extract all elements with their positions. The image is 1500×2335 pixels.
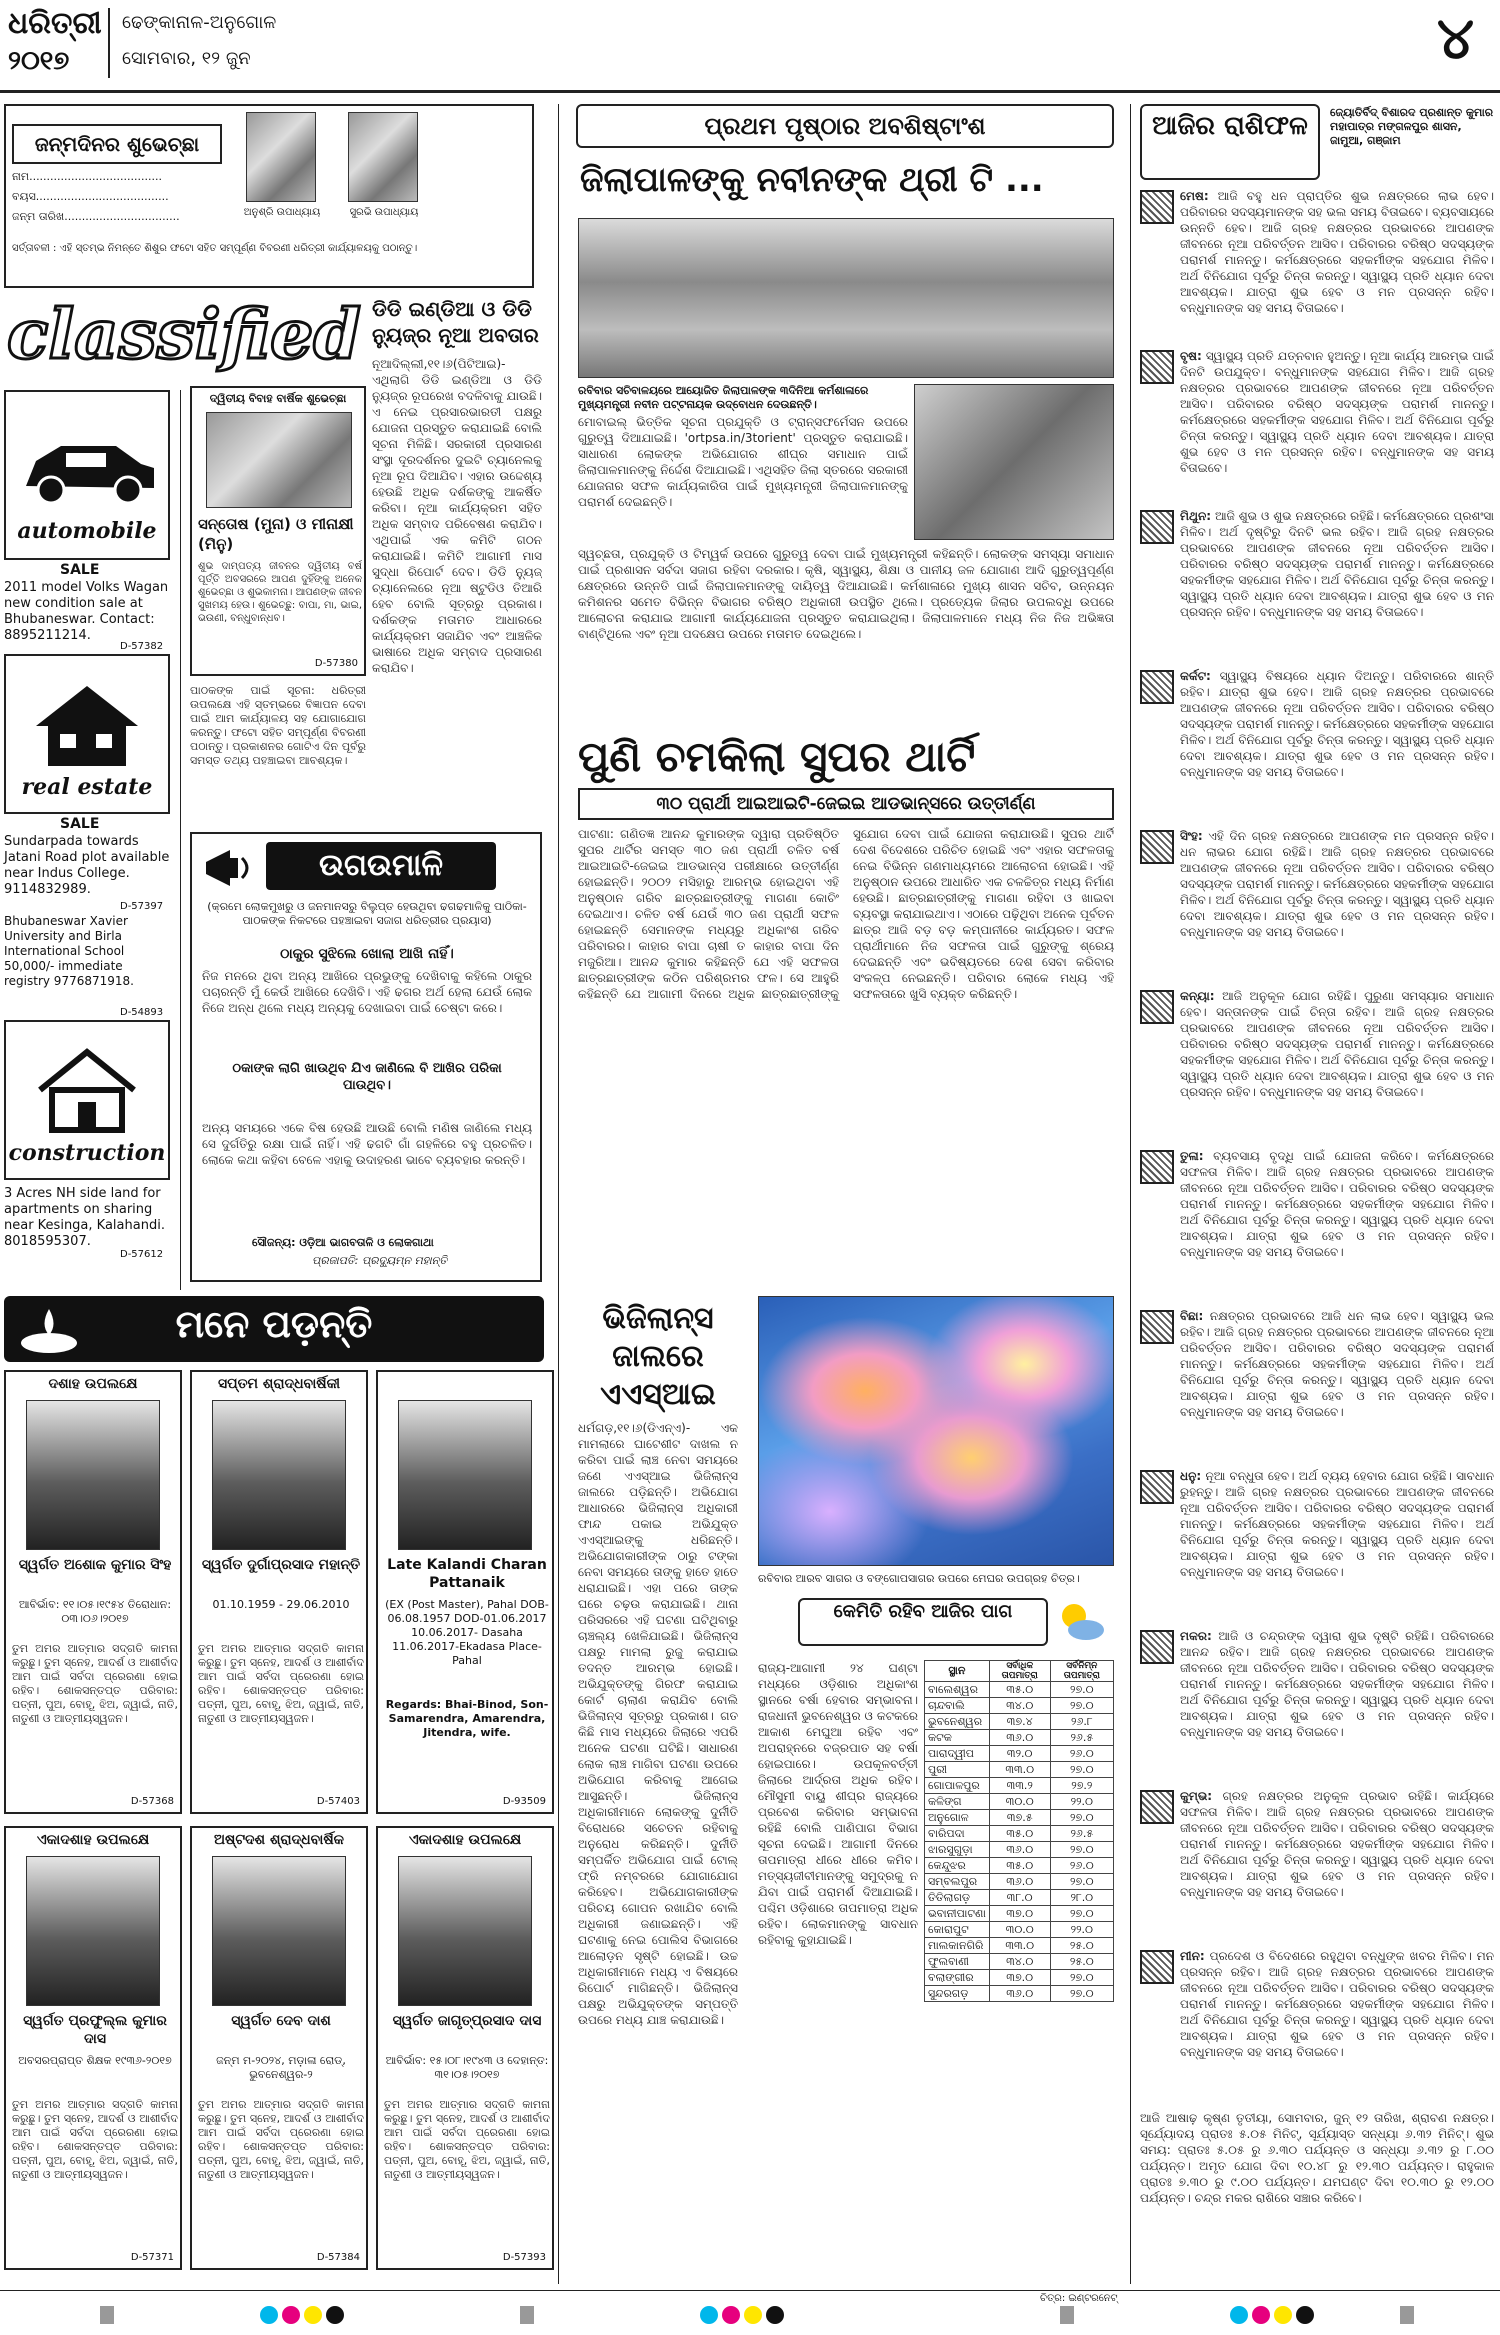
- obituary-tribute: ତୁମ ଅମର ଆତ୍ମାର ସଦ୍‌ଗତି କାମନା କରୁଛୁ। ତୁମ ସ୍ନେହ, ଆଦର୍ଶ ଓ ଆଶୀର୍ବାଦ ଆମ ପାଇଁ ସର୍ବଦା ପ୍ରେରଣା ହୋଇ ରହିବ। ଶୋକସନ୍ତପ୍ତ ପରିବାର: ପତ୍ନୀ, ପୁଅ, ବୋହୂ, ଝିଅ, ଜ୍ୱାଇଁ, ନାତି, ନାତୁଣୀ ଓ ଆତ୍ମୀୟସ୍ୱଜନ।: [12, 1642, 178, 1725]
- obituary-name: ସ୍ୱର୍ଗତ ଦୁର୍ଗାପ୍ରସାଦ ମହାନ୍ତି: [201, 1557, 361, 1573]
- classified-title: [4, 296, 364, 376]
- masthead-year: ୨୦୧୭: [8, 46, 70, 76]
- weather-row: [925, 1858, 1114, 1874]
- zodiac-text-block: ମୀନ: ପ୍ରଦେଶ ଓ ବିଦେଶରେ ରହୁଥିବା ବନ୍ଧୁଙ୍କ ଖବର ମିଳିବ। ମନ ପ୍ରସନ୍ନ ରହିବ। ଆଜି ଗ୍ରହ ନକ୍ଷତ୍ରର ପ୍ରଭାବରେ ଆପଣଙ୍କ ଜୀବନରେ ନୂଆ ପରିବର୍ତ୍ତନ ଆସିବ। ପରିବାରର ବରିଷ୍ଠ ସଦସ୍ୟଙ୍କ ପରାମର୍ଶ ମାନନ୍ତୁ। କର୍ମକ୍ଷେତ୍ରରେ ସହକର୍ମୀଙ୍କ ସହଯୋଗ ମିଳିବ। ଅର୍ଥ ବିନିଯୋଗ ପୂର୍ବରୁ ଚିନ୍ତା କରନ୍ତୁ। ସ୍ୱାସ୍ଥ୍ୟ ପ୍ରତି ଧ୍ୟାନ ଦେବା ଆବଶ୍ୟକ। ଯାତ୍ରା ଶୁଭ ହେବ ଓ ମନ ପ୍ରସନ୍ନ ରହିବ। ବନ୍ଧୁମାନଙ୍କ ସହ ସମୟ ବିତାଇବେ।: [1180, 1949, 1494, 2059]
- ugaumali-box: [190, 832, 542, 1282]
- zodiac-name: ମକର:: [1180, 1629, 1212, 1643]
- obituary-tribute: ତୁମ ଅମର ଆତ୍ମାର ସଦ୍‌ଗତି କାମନା କରୁଛୁ। ତୁମ ସ୍ନେହ, ଆଦର୍ଶ ଓ ଆଶୀର୍ବାଦ ଆମ ପାଇଁ ସର୍ବଦା ପ୍ରେରଣା ହୋଇ ରହିବ। ଶୋକସନ୍ତପ୍ତ ପରିବାର: ପତ୍ନୀ, ପୁଅ, ବୋହୂ, ଝିଅ, ଜ୍ୱାଇଁ, ନାତି, ନାତୁଣୀ ଓ ଆତ୍ମୀୟସ୍ୱଜନ।: [198, 1642, 364, 1725]
- zodiac-entry: [1140, 188, 1494, 342]
- construction-ad-text: 3 Acres NH side land for apartments on sharing near Kesinga, Kalahandi. 8018595307.: [4, 1186, 165, 1249]
- automobile-label: automobile: [17, 518, 157, 544]
- weather-max: ୩୫.୦: [989, 1682, 1050, 1698]
- weather-banner: [758, 1594, 1114, 1650]
- zodiac-name: କନ୍ୟା:: [1180, 989, 1215, 1003]
- zodiac-entry: [1140, 1148, 1494, 1302]
- headline-super30: ପୁଣି ଚମକିଲା ସୁପର ଥାର୍ଟି: [578, 732, 976, 781]
- zodiac-text-block: ବୃଷ: ସ୍ୱାସ୍ଥ୍ୟ ପ୍ରତି ଯତ୍ନବାନ ହୁଅନ୍ତୁ। ନୂଆ କାର୍ଯ୍ୟ ଆରମ୍ଭ ପାଇଁ ଦିନଟି ଉପଯୁକ୍ତ। ବନ୍ଧୁମାନଙ୍କ ସହଯୋଗ ମିଳିବ। ଆଜି ଗ୍ରହ ନକ୍ଷତ୍ରର ପ୍ରଭାବରେ ଆପଣଙ୍କ ଜୀବନରେ ନୂଆ ପରିବର୍ତ୍ତନ ଆସିବ। ପରିବାରର ବରିଷ୍ଠ ସଦସ୍ୟଙ୍କ ପରାମର୍ଶ ମାନନ୍ତୁ। କର୍ମକ୍ଷେତ୍ରରେ ସହକର୍ମୀଙ୍କ ସହଯୋଗ ମିଳିବ। ଅର୍ଥ ବିନିଯୋଗ ପୂର୍ବରୁ ଚିନ୍ତା କରନ୍ତୁ। ସ୍ୱାସ୍ଥ୍ୟ ପ୍ରତି ଧ୍ୟାନ ଦେବା ଆବଶ୍ୟକ। ଯାତ୍ରା ଶୁଭ ହେବ ଓ ମନ ପ୍ରସନ୍ନ ରହିବ। ବନ୍ଧୁମାନଙ୍କ ସହ ସମୟ ବିତାଇବେ।: [1180, 349, 1494, 475]
- satellite-image: [758, 1296, 1114, 1566]
- weather-min: ୨୨.୦: [1050, 1922, 1113, 1938]
- ugaumali-body: ନିଜ ମନରେ ଥିବା ଅନ୍ୟ ଆଖିରେ ପ୍ରଭୁଙ୍କୁ ଦେଖିବାକୁ କହିଲେ ଠାକୁର ପଚାରନ୍ତି ମୁଁ କେଉଁ ଆଖିରେ ଦେଖିବି। ଏହି ଢଗର ଅର୍ଥ ହେଲା ଯେଉଁ ଲୋକ ନିଜେ ଅନ୍ଧ ଥିଲେ ମଧ୍ୟ ଅନ୍ୟକୁ ଦେଖାଇବା ପାଇଁ ଚେଷ୍ଟା କରେ।: [202, 969, 532, 1015]
- ugaumali-subtitle: (କ୍ରମେ ଲୋକମୁଖରୁ ଓ ଜନମାନସରୁ ବିଲୁପ୍ତ ହେଉଥିବା ଢଗଢମାଳିକୁ ପାଠିକା-ପାଠକଙ୍କ ନିକଟରେ ପହଞ୍ଚାଇବା ସଜାଗ ଧରିତ୍ରୀର ପ୍ରୟାସ): [207, 900, 527, 927]
- zodiac-name: କୁମ୍ଭ:: [1180, 1789, 1213, 1803]
- dd-news-text: ନୂଆଦିଲ୍ଲୀ,୧୧।୬(ପିଟିଆଇ)- ଏଥିଲାଗି ଡିଡି ଇଣ୍ଡିଆ ଓ ଡିଡି ନ୍ୟୁଜ୍‌ର ରୂପରେଖ ବଦଳିବାକୁ ଯାଉଛି। ଏ ନେଇ ପ୍ରସାରଭାରତୀ ପକ୍ଷରୁ ଯୋଜନା ପ୍ରସ୍ତୁତ କରାଯାଇଛି ବୋଲି ସୂଚନା ମିଳିଛି।: [372, 357, 542, 451]
- obituary-name: ସ୍ୱର୍ଗତ ପ୍ରଫୁଲ୍ଲ କୁମାର ଦାସ: [23, 2013, 167, 2047]
- child-name: ସୁରଭି ଉପାଧ୍ୟାୟ: [349, 207, 419, 218]
- obituary-dates: ଆବିର୍ଭାବ: ୧୫।୦୮।୧୯୪୩ ଓ ଦେହାନ୍ତ: ୩୧।୦୫।୨୦୧୭: [385, 2054, 549, 2081]
- obituary-name: Late Kalandi Charan Pattanaik: [387, 1557, 547, 1591]
- ad-code: D-57612: [120, 1249, 164, 1260]
- weather-min: ୨୭.୨: [1050, 1778, 1113, 1794]
- zodiac-text-block: ତୁଳା: ବ୍ୟବସାୟ ବୃଦ୍ଧି ପାଇଁ ଯୋଜନା କରିବେ। କର୍ମକ୍ଷେତ୍ରରେ ସଫଳତା ମିଳିବ। ଆଜି ଗ୍ରହ ନକ୍ଷତ୍ରର ପ୍ରଭାବରେ ଆପଣଙ୍କ ଜୀବନରେ ନୂଆ ପରିବର୍ତ୍ତନ ଆସିବ। ପରିବାରର ବରିଷ୍ଠ ସଦସ୍ୟଙ୍କ ପରାମର୍ଶ ମାନନ୍ତୁ। କର୍ମକ୍ଷେତ୍ରରେ ସହକର୍ମୀଙ୍କ ସହଯୋଗ ମିଳିବ। ଅର୍ଥ ବିନିଯୋଗ ପୂର୍ବରୁ ଚିନ୍ତା କରନ୍ତୁ। ସ୍ୱାସ୍ଥ୍ୟ ପ୍ରତି ଧ୍ୟାନ ଦେବା ଆବଶ୍ୟକ। ଯାତ୍ରା ଶୁଭ ହେବ ଓ ମନ ପ୍ରସନ୍ନ ରହିବ। ବନ୍ଧୁମାନଙ୍କ ସହ ସମୟ ବିତାଇବେ।: [1180, 1149, 1494, 1259]
- registration-dot: [1274, 2306, 1292, 2324]
- zodiac-icon: [1140, 350, 1174, 384]
- weather-max: ୩୫.୦: [989, 1858, 1050, 1874]
- mane-padanti-banner: [4, 1296, 544, 1362]
- weather-place: ସୁନ୍ଦରଗଡ଼: [925, 1986, 990, 2002]
- portrait-photo: [212, 1400, 346, 1550]
- page-number: ୪: [1436, 4, 1474, 72]
- obituary-card: [190, 1370, 368, 1814]
- child-photo: [348, 112, 418, 202]
- automobile-sale-label: SALE: [60, 562, 100, 578]
- weather-table-wrap: [924, 1660, 1114, 2002]
- weather-row: [925, 1826, 1114, 1842]
- weather-max: ୩୪.୦: [989, 1954, 1050, 1970]
- registration-dot: [304, 2306, 322, 2324]
- weather-min: ୨୮.୦: [1050, 1890, 1113, 1906]
- obituary-dates: ଅବସରପ୍ରାପ୍ତ ଶିକ୍ଷକ ୧୯୩୬-୨୦୧୭: [18, 2054, 172, 2067]
- zodiac-text: ନକ୍ଷତ୍ରର ପ୍ରଭାବରେ ଆଜି ଧନ ଲାଭ ହେବ। ସ୍ୱାସ୍ଥ୍ୟ ଭଲ ରହିବ।: [1180, 1309, 1494, 1339]
- weather-row: [925, 1938, 1114, 1954]
- ad-code: D-57393: [502, 2252, 546, 2263]
- weather-row: [925, 1810, 1114, 1826]
- obituary-heading: ସପ୍ତମ ଶ୍ରାଦ୍ଧବାର୍ଷିକୀ: [217, 1376, 341, 1392]
- weather-row: [925, 1842, 1114, 1858]
- obituary-tribute: ତୁମ ଅମର ଆତ୍ମାର ସଦ୍‌ଗତି କାମନା କରୁଛୁ। ତୁମ ସ୍ନେହ, ଆଦର୍ଶ ଓ ଆଶୀର୍ବାଦ ଆମ ପାଇଁ ସର୍ବଦା ପ୍ରେରଣା ହୋଇ ରହିବ। ଶୋକସନ୍ତପ୍ତ ପରିବାର: ପତ୍ନୀ, ପୁଅ, ବୋହୂ, ଝିଅ, ଜ୍ୱାଇଁ, ନାତି, ନାତୁଣୀ ଓ ଆତ୍ମୀୟସ୍ୱଜନ।: [198, 2098, 364, 2181]
- zodiac-text: ବ୍ୟବସାୟ ବୃଦ୍ଧି ପାଇଁ ଯୋଜନା କରିବେ। କର୍ମକ୍ଷେତ୍ରରେ ସଫଳତା ମିଳିବ।: [1180, 1149, 1494, 1179]
- weather-max: ୩୪.୦: [989, 1698, 1050, 1714]
- weather-min: ୨୫.୦: [1050, 1938, 1113, 1954]
- super30-subheading: ୩୦ ପ୍ରାର୍ଥୀ ଆଇଆଇଟି-ଜେଇଇ ଆଡଭାନ୍ସରେ ଉତ୍ତୀର୍ଣ୍ଣ: [578, 788, 1114, 820]
- classified-wordmark: classified: [7, 296, 361, 375]
- weather-place: ସମ୍ବଲପୁର: [925, 1874, 990, 1890]
- zodiac-icon: [1140, 990, 1174, 1024]
- ugaumali-title: ଉଗଉମାଳି: [266, 842, 496, 890]
- weather-place: ପାରାଦ୍ୱୀପ: [925, 1746, 990, 1762]
- weather-max: ୩୦.୦: [989, 1794, 1050, 1810]
- zodiac-text-block: କନ୍ୟା: ଆଜି ଅନୁକୂଳ ଯୋଗ ରହିଛି। ପୁରୁଣା ସମସ୍ୟାର ସମାଧାନ ହେବ। ସନ୍ତାନଙ୍କ ପାଇଁ ଚିନ୍ତା ରହିବ। ଆଜି ଗ୍ରହ ନକ୍ଷତ୍ରର ପ୍ରଭାବରେ ଆପଣଙ୍କ ଜୀବନରେ ନୂଆ ପରିବର୍ତ୍ତନ ଆସିବ। ପରିବାରର ବରିଷ୍ଠ ସଦସ୍ୟଙ୍କ ପରାମର୍ଶ ମାନନ୍ତୁ। କର୍ମକ୍ଷେତ୍ରରେ ସହକର୍ମୀଙ୍କ ସହଯୋଗ ମିଳିବ। ଅର୍ଥ ବିନିଯୋଗ ପୂର୍ବରୁ ଚିନ୍ତା କରନ୍ତୁ। ସ୍ୱାସ୍ଥ୍ୟ ପ୍ରତି ଧ୍ୟାନ ଦେବା ଆବଶ୍ୟକ। ଯାତ୍ରା ଶୁଭ ହେବ ଓ ମନ ପ୍ରସନ୍ନ ରହିବ। ବନ୍ଧୁମାନଙ୍କ ସହ ସମୟ ବିତାଇବେ।: [1180, 989, 1494, 1099]
- zodiac-entry: [1140, 1948, 1494, 2102]
- portrait-photo: [26, 1856, 160, 2006]
- zodiac-icon: [1140, 1950, 1174, 1984]
- weather-row: [925, 1970, 1114, 1986]
- portrait-photo: [398, 1400, 532, 1550]
- zodiac-text: ଆଜି ଅନୁକୂଳ ଯୋଗ ରହିଛି। ପୁରୁଣା ସମସ୍ୟାର ସମାଧାନ ହେବ। ସନ୍ତାନଙ୍କ ପାଇଁ ଚିନ୍ତା ରହିବ।: [1180, 989, 1494, 1019]
- sun-cloud-icon: [1056, 1598, 1106, 1644]
- weather-min: ୨୭.୦: [1050, 1810, 1113, 1826]
- registration-dot: [326, 2306, 344, 2324]
- satellite-caption: ରବିବାର ଆରବ ସାଗର ଓ ବଙ୍ଗୋପସାଗର ଉପରେ ମେଘର ଉପଗ୍ରହ ଚିତ୍ର।: [758, 1572, 1080, 1585]
- weather-row: [925, 1890, 1114, 1906]
- mane-padanti-title: ମନେ ପଡ଼ନ୍ତି: [175, 1302, 373, 1346]
- zodiac-name: କର୍କଟ:: [1180, 669, 1211, 683]
- realestate-label: real estate: [21, 774, 153, 800]
- wedding-side-article: ପାଠକଙ୍କ ପାଇଁ ସୂଚନା: ଧରିତ୍ରୀ ଉପଲକ୍ଷେ ଏହି ସ୍ତମ୍ଭରେ ବିଜ୍ଞାପନ ଦେବା ପାଇଁ ଆମ କାର୍ଯ୍ୟାଳୟ ସହ ଯୋଗାଯୋଗ କରନ୍ତୁ। ଫଟୋ ସହିତ ସମ୍ପୂର୍ଣ୍ଣ ବିବରଣୀ ପଠାନ୍ତୁ। ପ୍ରକାଶନର ଗୋଟିଏ ଦିନ ପୂର୍ବରୁ ସମସ୍ତ ତଥ୍ୟ ପହଞ୍ଚାଇବା ଆବଶ୍ୟକ।: [190, 684, 366, 767]
- wedding-ad: [190, 386, 366, 676]
- zodiac-icon: [1140, 1630, 1174, 1664]
- headline-vigilance: ଭିଜିଲାନ୍ସ ଜାଲରେ ଏଏସ୍‌ଆଇ: [600, 1301, 716, 1412]
- weather-row: [925, 1714, 1114, 1730]
- weather-place: କୋରାପୁଟ: [925, 1922, 990, 1938]
- weather-max: ୩୭.୦: [989, 1970, 1050, 1986]
- registration-dot: [1296, 2306, 1314, 2324]
- couple-names: ସନ୍ତୋଷ (ମୁନା) ଓ ମୀନାକ୍ଷୀ (ମିନୁ): [198, 515, 354, 553]
- child-photo: [246, 112, 316, 202]
- obituary-card: [376, 1370, 554, 1814]
- weather-min: ୨୨.୦: [1050, 1794, 1113, 1810]
- panjika-text: ଆଜି ଆଷାଢ଼ କୃଷ୍ଣ ତୃତୀୟା, ସୋମବାର, ଜୁନ୍ ୧୨ ତାରିଖ, ଶ୍ରାବଣ ନକ୍ଷତ୍ର। ସୂର୍ଯ୍ୟୋଦୟ ପ୍ରାତଃ ୫.୦୫ ମିନିଟ୍, ସୂର୍ଯ୍ୟାସ୍ତ ସନ୍ଧ୍ୟା ୬.୩୨ ମିନିଟ୍।: [1140, 2111, 1494, 2141]
- obituary-name: ସ୍ୱର୍ଗତ ଜାଗୃତ୍‌ପ୍ରସାଦ ଦାସ: [392, 2013, 542, 2029]
- zodiac-text-block: ମକର: ଆଜି ଓ ଚନ୍ଦ୍ରଙ୍କ ଦ୍ୱାରା ଶୁଭ ଦୃଷ୍ଟି ରହିଛି। ପରିବାରରେ ଆନନ୍ଦ ରହିବ। ଆଜି ଗ୍ରହ ନକ୍ଷତ୍ରର ପ୍ରଭାବରେ ଆପଣଙ୍କ ଜୀବନରେ ନୂଆ ପରିବର୍ତ୍ତନ ଆସିବ। ପରିବାରର ବରିଷ୍ଠ ସଦସ୍ୟଙ୍କ ପରାମର୍ଶ ମାନନ୍ତୁ। କର୍ମକ୍ଷେତ୍ରରେ ସହକର୍ମୀଙ୍କ ସହଯୋଗ ମିଳିବ। ଅର୍ଥ ବିନିଯୋଗ ପୂର୍ବରୁ ଚିନ୍ତା କରନ୍ତୁ। ସ୍ୱାସ୍ଥ୍ୟ ପ୍ରତି ଧ୍ୟାନ ଦେବା ଆବଶ୍ୟକ। ଯାତ୍ରା ଶୁଭ ହେବ ଓ ମନ ପ୍ରସନ୍ନ ରହିବ। ବନ୍ଧୁମାନଙ୍କ ସହ ସମୟ ବିତାଇବେ।: [1180, 1629, 1494, 1739]
- ad-code: D-57384: [316, 2252, 360, 2263]
- registration-dot: [766, 2306, 784, 2324]
- weather-max: ୩୩.୦: [989, 1938, 1050, 1954]
- realestate-icon-box: [4, 654, 170, 814]
- weather-place: ବାଲେଶ୍ୱର: [925, 1682, 990, 1698]
- ugaumali-collector: ପ୍ରଜାପତି: ପ୍ରଦ୍ୟୁମ୍ନ ମହାନ୍ତି: [312, 1254, 448, 1267]
- weather-row: [925, 1746, 1114, 1762]
- obituary-tribute: ତୁମ ଅମର ଆତ୍ମାର ସଦ୍‌ଗତି କାମନା କରୁଛୁ। ତୁମ ସ୍ନେହ, ଆଦର୍ଶ ଓ ଆଶୀର୍ବାଦ ଆମ ପାଇଁ ସର୍ବଦା ପ୍ରେରଣା ହୋଇ ରହିବ। ଶୋକସନ୍ତପ୍ତ ପରିବାର: ପତ୍ନୀ, ପୁଅ, ବୋହୂ, ଝିଅ, ଜ୍ୱାଇଁ, ନାତି, ନାତୁଣୀ ଓ ଆତ୍ମୀୟସ୍ୱଜନ।: [12, 2098, 178, 2181]
- obituary-regards: Regards: Bhai-Binod, Son-Samarendra, Amarendra, Jitendra, wife.: [385, 1698, 549, 1739]
- weather-row: [925, 1794, 1114, 1810]
- megaphone-icon: [200, 840, 260, 896]
- col-place: ସ୍ଥାନ: [925, 1661, 990, 1682]
- ad-code: D-57371: [130, 2252, 174, 2263]
- weather-row: [925, 1730, 1114, 1746]
- zodiac-name: ବୃଷ:: [1180, 349, 1202, 363]
- registration-dot: [260, 2306, 278, 2324]
- rashifala-title: ଆଜିର ରାଶିଫଳ: [1152, 111, 1308, 141]
- ugaumali-heading: ଠକାଙ୍କ ଲାଗି ଖାଉଥିବ ଯିଏ ଜାଣିଲେ ବି ଆଖିର ପରିକା ପାଉଥିବ।: [232, 1061, 502, 1093]
- weather-row: [925, 1698, 1114, 1714]
- zodiac-entry: [1140, 348, 1494, 502]
- zodiac-icon: [1140, 190, 1174, 224]
- weather-row: [925, 1762, 1114, 1778]
- weather-max: ୩୨.୦: [989, 1746, 1050, 1762]
- weather-forecast-text: ରାଜ୍ୟ-ଆଗାମୀ ୨୪ ଘଣ୍ଟା ମଧ୍ୟରେ ଓଡ଼ିଶାର ଅଧିକାଂଶ ସ୍ଥାନରେ ବର୍ଷା ହେବାର ସମ୍ଭାବନା। ରାଜଧାନୀ ଭୁବନେଶ୍ୱର ଓ କଟକରେ ଆକାଶ ମେଘୁଆ ରହିବ ଏବଂ ଅପରାହ୍ନରେ ବଜ୍ରପାତ ସହ ବର୍ଷା ହୋଇପାରେ। ଉପକୂଳବର୍ତ୍ତୀ ଜିଲାରେ ଆର୍ଦ୍ରତା ଅଧିକ ରହିବ। ମୌସୁମୀ ବାୟୁ ଶୀଘ୍ର ରାଜ୍ୟରେ ପ୍ରବେଶ କରିବାର ସମ୍ଭାବନା ରହିଛି ବୋଲି ପାଣିପାଗ ବିଭାଗ ସୂଚନା ଦେଇଛି। ଆଗାମୀ ଦିନରେ ତାପମାତ୍ରା ଧୀରେ ଧୀରେ କମିବ। ମତ୍ସ୍ୟଜୀବୀମାନଙ୍କୁ ସମୁଦ୍ରକୁ ନ ଯିବା ପାଇଁ ପରାମର୍ଶ ଦିଆଯାଇଛି। ପଶ୍ଚିମ ଓଡ଼ିଶାରେ ତାପମାତ୍ରା ଅଧିକ ରହିବ। ଲୋକମାନଙ୍କୁ ସାବଧାନ ରହିବାକୁ କୁହାଯାଇଛି।: [758, 1661, 918, 1947]
- ad-code: D-54893: [120, 1007, 164, 1018]
- registration-bar: [520, 2306, 534, 2324]
- vigilance-text: ଧର୍ମଗଡ଼,୧୧।୬(ଡିଏନ୍‌ଏ)- ଏକ ମାମଲାରେ ଘାଟେଶୀଟ ଦାଖଲ ନ କରିବା ପାଇଁ ଲାଞ୍ଚ ନେବା ସମୟରେ ଜଣେ ଏଏସ୍‌ଆଇ ଭିଜିଲାନ୍ସ ଜାଲରେ ପଡ଼ିଛନ୍ତି।: [578, 1421, 738, 1499]
- zodiac-text-block: ବିଛା: ନକ୍ଷତ୍ରର ପ୍ରଭାବରେ ଆଜି ଧନ ଲାଭ ହେବ। ସ୍ୱାସ୍ଥ୍ୟ ଭଲ ରହିବ। ଆଜି ଗ୍ରହ ନକ୍ଷତ୍ରର ପ୍ରଭାବରେ ଆପଣଙ୍କ ଜୀବନରେ ନୂଆ ପରିବର୍ତ୍ତନ ଆସିବ। ପରିବାରର ବରିଷ୍ଠ ସଦସ୍ୟଙ୍କ ପରାମର୍ଶ ମାନନ୍ତୁ। କର୍ମକ୍ଷେତ୍ରରେ ସହକର୍ମୀଙ୍କ ସହଯୋଗ ମିଳିବ। ଅର୍ଥ ବିନିଯୋଗ ପୂର୍ବରୁ ଚିନ୍ତା କରନ୍ତୁ। ସ୍ୱାସ୍ଥ୍ୟ ପ୍ରତି ଧ୍ୟାନ ଦେବା ଆବଶ୍ୟକ। ଯାତ୍ରା ଶୁଭ ହେବ ଓ ମନ ପ୍ରସନ୍ନ ରହିବ। ବନ୍ଧୁମାନଙ୍କ ସହ ସମୟ ବିତାଇବେ।: [1180, 1309, 1494, 1419]
- obituary-heading: ଅଷ୍ଟଦଶ ଶ୍ରାଦ୍ଧବାର୍ଷିକ: [213, 1832, 345, 1848]
- car-icon: [6, 406, 168, 526]
- weather-min: ୨୭.୦: [1050, 1682, 1113, 1698]
- weather-row: [925, 1986, 1114, 2002]
- weather-max: ୩୮.୦: [989, 1890, 1050, 1906]
- weather-max: ୩୬.୦: [989, 1986, 1050, 2002]
- obituary-dates: ଜନ୍ମ ମ-୨୦୨୪, ମଡ଼ାଳା ରୋଡ୍, ଭୁବନେଶ୍ୱର-୨: [216, 2054, 346, 2081]
- weather-max: ୩୩.୦: [989, 1762, 1050, 1778]
- registration-dot: [282, 2306, 300, 2324]
- headline-collectors: ଜିଲାପାଳଙ୍କୁ ନବୀନଙ୍କ ଥ୍ରୀ ଟି ...: [580, 160, 1044, 200]
- weather-place: କଟକ: [925, 1730, 990, 1746]
- panjika-footer: ଆଜି ଆଷାଢ଼ କୃଷ୍ଣ ତୃତୀୟା, ସୋମବାର, ଜୁନ୍ ୧୨ ତାରିଖ, ଶ୍ରାବଣ ନକ୍ଷତ୍ର। ସୂର୍ଯ୍ୟୋଦୟ ପ୍ରାତଃ ୫.୦୫ ମିନିଟ୍, ସୂର୍ଯ୍ୟାସ୍ତ ସନ୍ଧ୍ୟା ୬.୩୨ ମିନିଟ୍। ଶୁଭ ସମୟ: ପ୍ରାତଃ ୫.୦୫ ରୁ ୬.୩୦ ପର୍ଯ୍ୟନ୍ତ ଓ ସନ୍ଧ୍ୟା ୬.୩୨ ରୁ ୮.୦୦ ପର୍ଯ୍ୟନ୍ତ। ଅମୃତ ଯୋଗ ଦିବା ୧୦.୪୮ ରୁ ୧୨.୩୦ ପର୍ଯ୍ୟନ୍ତ। ରାହୁକାଳ ପ୍ରାତଃ ୭.୩୦ ରୁ ୯.୦୦ ପର୍ଯ୍ୟନ୍ତ। ଯମଘଣ୍ଟ ଦିବା ୧୦.୩୦ ରୁ ୧୨.୦୦ ପର୍ଯ୍ୟନ୍ତ। ଚନ୍ଦ୍ର ମକର ରାଶିରେ ସଞ୍ଚାର କରିବେ।: [1140, 2111, 1494, 2205]
- birthday-age-field: ବୟସ......................................: [12, 190, 169, 203]
- zodiac-text: ଗ୍ରହ ନକ୍ଷତ୍ରର ଅନୁକୂଳ ପ୍ରଭାବ ରହିଛି। କାର୍ଯ୍ୟରେ ସଫଳତା ମିଳିବ।: [1180, 1789, 1494, 1819]
- zodiac-icon: [1140, 1150, 1174, 1184]
- weather-row: [925, 1906, 1114, 1922]
- zodiac-name: ମେଷ:: [1180, 189, 1209, 203]
- weather-place: କଳିଙ୍ଗ: [925, 1794, 990, 1810]
- zodiac-text: ଆଜି ଶୁଭ ଓ ଶୁଭ ନକ୍ଷତ୍ରରେ ରହିଛି। କର୍ମକ୍ଷେତ୍ରରେ ପ୍ରଶଂସା ମିଳିବ। ଅର୍ଥ ଦୃଷ୍ଟିରୁ ଦିନଟି ଭଲ ରହିବ।: [1180, 509, 1494, 539]
- registration-bar: [1060, 2306, 1074, 2324]
- astrologer-credit: ଜ୍ୟୋତିର୍ବିଦ୍ ବିଶାରଦ ପ୍ରଶାନ୍ତ କୁମାର ମହାପାତ୍ର ମଙ୍ଗଳପୁର ଶାସନ, ଜାମୁଆ, ଗଞ୍ଜାମ: [1330, 106, 1494, 147]
- wedding-heading: ଦ୍ୱିତୀୟ ବିବାହ ବାର୍ଷିକ ଶୁଭେଚ୍ଛା: [209, 392, 347, 405]
- weather-place: ମାଲକାନଗିରି: [925, 1938, 990, 1954]
- weather-table: [924, 1660, 1114, 2002]
- zodiac-icon: [1140, 670, 1174, 704]
- weather-place: ଗୋପାଳପୁର: [925, 1778, 990, 1794]
- rashifala-title-box: [1140, 104, 1320, 180]
- weather-min: ୨୬.୫: [1050, 1826, 1113, 1842]
- weather-max: ୩୭.୦: [989, 1906, 1050, 1922]
- weather-min: ୨୬.୦: [1050, 1746, 1113, 1762]
- lamp-icon: [14, 1299, 84, 1359]
- zodiac-text-block: ମିଥୁନ: ଆଜି ଶୁଭ ଓ ଶୁଭ ନକ୍ଷତ୍ରରେ ରହିଛି। କର୍ମକ୍ଷେତ୍ରରେ ପ୍ରଶଂସା ମିଳିବ। ଅର୍ଥ ଦୃଷ୍ଟିରୁ ଦିନଟି ଭଲ ରହିବ। ଆଜି ଗ୍ରହ ନକ୍ଷତ୍ରର ପ୍ରଭାବରେ ଆପଣଙ୍କ ଜୀବନରେ ନୂଆ ପରିବର୍ତ୍ତନ ଆସିବ। ପରିବାରର ବରିଷ୍ଠ ସଦସ୍ୟଙ୍କ ପରାମର୍ଶ ମାନନ୍ତୁ। କର୍ମକ୍ଷେତ୍ରରେ ସହକର୍ମୀଙ୍କ ସହଯୋଗ ମିଳିବ। ଅର୍ଥ ବିନିଯୋଗ ପୂର୍ବରୁ ଚିନ୍ତା କରନ୍ତୁ। ସ୍ୱାସ୍ଥ୍ୟ ପ୍ରତି ଧ୍ୟାନ ଦେବା ଆବଶ୍ୟକ। ଯାତ୍ରା ଶୁଭ ହେବ ଓ ମନ ପ୍ରସନ୍ନ ରହିବ। ବନ୍ଧୁମାନଙ୍କ ସହ ସମୟ ବିତାଇବେ।: [1180, 509, 1494, 619]
- zodiac-entry: [1140, 1308, 1494, 1462]
- weather-min: ୨୬.୦: [1050, 1858, 1113, 1874]
- weather-max: ୩୭.୪: [989, 1714, 1050, 1730]
- registration-bar: [100, 2306, 114, 2324]
- weather-min: ୨୭.୦: [1050, 1762, 1113, 1778]
- zodiac-text: ପ୍ରଦେଶ ଓ ବିଦେଶରେ ରହୁଥିବା ବନ୍ଧୁଙ୍କ ଖବର ମିଳିବ। ମନ ପ୍ରସନ୍ନ ରହିବ।: [1180, 1949, 1494, 1979]
- zodiac-entry: [1140, 988, 1494, 1142]
- weather-row: [925, 1682, 1114, 1698]
- dd-news-heading: ଡିଡି ଇଣ୍ଡିଆ ଓ ଡିଡି ନ୍ୟୁଜ୍‌ର ନୂଆ ଅବତାର: [372, 297, 539, 347]
- zodiac-text-block: କୁମ୍ଭ: ଗ୍ରହ ନକ୍ଷତ୍ରର ଅନୁକୂଳ ପ୍ରଭାବ ରହିଛି। କାର୍ଯ୍ୟରେ ସଫଳତା ମିଳିବ। ଆଜି ଗ୍ରହ ନକ୍ଷତ୍ରର ପ୍ରଭାବରେ ଆପଣଙ୍କ ଜୀବନରେ ନୂଆ ପରିବର୍ତ୍ତନ ଆସିବ। ପରିବାରର ବରିଷ୍ଠ ସଦସ୍ୟଙ୍କ ପରାମର୍ଶ ମାନନ୍ତୁ। କର୍ମକ୍ଷେତ୍ରରେ ସହକର୍ମୀଙ୍କ ସହଯୋଗ ମିଳିବ। ଅର୍ଥ ବିନିଯୋଗ ପୂର୍ବରୁ ଚିନ୍ତା କରନ୍ତୁ। ସ୍ୱାସ୍ଥ୍ୟ ପ୍ରତି ଧ୍ୟାନ ଦେବା ଆବଶ୍ୟକ। ଯାତ୍ରା ଶୁଭ ହେବ ଓ ମନ ପ୍ରସନ୍ନ ରହିବ। ବନ୍ଧୁମାନଙ୍କ ସହ ସମୟ ବିତାଇବେ।: [1180, 1789, 1494, 1899]
- weather-max: ୩୫.୦: [989, 1826, 1050, 1842]
- weather-max: ୩୬.୦: [989, 1842, 1050, 1858]
- zodiac-text: ଏହି ଦିନ ଗ୍ରହ ନକ୍ଷତ୍ରରେ ଆପଣଙ୍କ ମନ ପ୍ରସନ୍ନ ରହିବ। ଧନ ଲାଭର ଯୋଗ ରହିଛି।: [1180, 829, 1494, 859]
- wedding-text: ଶୁଭ ଦାମ୍ପତ୍ୟ ଜୀବନର ଦ୍ୱିତୀୟ ବର୍ଷ ପୂର୍ତ୍ତି ଅବସରରେ ଆପଣ ଦୁହିଁଙ୍କୁ ଅନେକ ଶୁଭେଚ୍ଛା ଓ ଶୁଭକାମନା। ଆପଣଙ୍କ ଜୀବନ ସୁଖମୟ ହେଉ। ଶୁଭେଚ୍ଛୁ: ବାପା, ମା, ଭାଇ, ଭଉଣୀ, ବନ୍ଧୁବାନ୍ଧବ।: [198, 561, 362, 624]
- weather-place: ଭବାନୀପାଟଣା: [925, 1906, 990, 1922]
- ugaumali-heading: ଠାକୁର ସୁଝିଲେ ଖୋଲା ଆଖି ନାହିଁ।: [280, 946, 454, 962]
- collectors-body: ମୋବାଇଲ୍‌ ଭିତ୍ତିକ ସୂଚନା ପ୍ରଯୁକ୍ତି ଓ ଟ୍ରାନ୍ସଫର୍ମେସନ ଉପରେ ଗୁରୁତ୍ୱ ଦିଆଯାଇଛି। 'ortpsa.in/3torient' ପ୍ରସ୍ତୁତ କରାଯାଇଛି। ସାଧାରଣ ଲୋକଙ୍କ ଅଭିଯୋଗର ଶୀଘ୍ର ସମାଧାନ ପାଇଁ ଜିଲାପାଳମାନଙ୍କୁ ନିର୍ଦ୍ଦେଶ ଦିଆଯାଇଛି। ଏଥିସହିତ ଜିଲା ସ୍ତରରେ ସରକାରୀ ଯୋଜନାର ସଫଳ କାର୍ଯ୍ୟକାରିତା ପାଇଁ ମୁଖ୍ୟମନ୍ତ୍ରୀ ଜିଲାପାଳମାନଙ୍କୁ ପରାମର୍ଶ ଦେଇଛନ୍ତି।: [578, 415, 908, 509]
- building-icon: [6, 1030, 168, 1140]
- zodiac-name: ଧନୁ:: [1180, 1469, 1202, 1483]
- col-min: ସର୍ବନିମ୍ନ ତାପମାତ୍ରା: [1050, 1661, 1113, 1682]
- zodiac-text-block: ଧନୁ: ନୂଆ ବନ୍ଧୁତା ହେବ। ଅର୍ଥ ବ୍ୟୟ ହେବାର ଯୋଗ ରହିଛି। ସାବଧାନ ରୁହନ୍ତୁ। ଆଜି ଗ୍ରହ ନକ୍ଷତ୍ରର ପ୍ରଭାବରେ ଆପଣଙ୍କ ଜୀବନରେ ନୂଆ ପରିବର୍ତ୍ତନ ଆସିବ। ପରିବାରର ବରିଷ୍ଠ ସଦସ୍ୟଙ୍କ ପରାମର୍ଶ ମାନନ୍ତୁ। କର୍ମକ୍ଷେତ୍ରରେ ସହକର୍ମୀଙ୍କ ସହଯୋଗ ମିଳିବ। ଅର୍ଥ ବିନିଯୋଗ ପୂର୍ବରୁ ଚିନ୍ତା କରନ୍ତୁ। ସ୍ୱାସ୍ଥ୍ୟ ପ୍ରତି ଧ୍ୟାନ ଦେବା ଆବଶ୍ୟକ। ଯାତ୍ରା ଶୁଭ ହେବ ଓ ମନ ପ୍ରସନ୍ନ ରହିବ। ବନ୍ଧୁମାନଙ୍କ ସହ ସମୟ ବିତାଇବେ।: [1180, 1469, 1494, 1579]
- zodiac-icon: [1140, 830, 1174, 864]
- zodiac-text: ଆଜି ବହୁ ଧନ ପ୍ରାପ୍ତିର ଶୁଭ ନକ୍ଷତ୍ରରେ ଲାଭ ହେବ। ପରିବାରର ସଦସ୍ୟମାନଙ୍କ ସହ ଭଲ ସମୟ ବିତାଇବେ। ବ୍ୟବସାୟରେ ଉନ୍ନତି ହେବ।: [1180, 189, 1494, 235]
- zodiac-name: ବିଛା:: [1180, 1309, 1204, 1323]
- front-page-remainder-banner: ପ୍ରଥମ ପୃଷ୍ଠାର ଅବଶିଷ୍ଟାଂଶ: [576, 104, 1114, 148]
- collectors-body-cont: ସ୍ୱଚ୍ଛତା, ପ୍ରଯୁକ୍ତି ଓ ଟିମ୍‌ୱର୍କ ଉପରେ ଗୁରୁତ୍ୱ ଦେବା ପାଇଁ ମୁଖ୍ୟମନ୍ତ୍ରୀ କହିଛନ୍ତି। ଲୋକଙ୍କ ସମସ୍ୟା ସମାଧାନ ପାଇଁ ପ୍ରଶାସନ ସର୍ବଦା ସଜାଗ ରହିବା ଦରକାର। କୃଷି, ସ୍ୱାସ୍ଥ୍ୟ, ଶିକ୍ଷା ଓ ପାନୀୟ ଜଳ ଯୋଗାଣ ଆଦି ଗୁରୁତ୍ୱପୂର୍ଣ୍ଣ କ୍ଷେତ୍ରରେ ଉନ୍ନତି ପାଇଁ ଜିଲାପାଳମାନଙ୍କୁ ଦାୟିତ୍ୱ ଦିଆଯାଇଛି। କର୍ମଶାଳାରେ ମୁଖ୍ୟ ଶାସନ ସଚିବ, ଉନ୍ନୟନ କମିଶନର ସମେତ ବିଭିନ୍ନ ବିଭାଗର ବରିଷ୍ଠ ଅଧିକାରୀ ଉପସ୍ଥିତ ଥିଲେ। ପ୍ରତ୍ୟେକ ଜିଲାର ଉପଲବ୍ଧି ଉପରେ ଆଲୋଚନା କରାଯାଇ ଆଗାମୀ କାର୍ଯ୍ୟଯୋଜନା ପ୍ରସ୍ତୁତ କରାଯାଇଥିଲା। ଜିଲାପାଳମାନେ ମଧ୍ୟ ନିଜ ନିଜ ଅଭିଜ୍ଞତା ବାଣ୍ଟିଥିଲେ ଏବଂ ନୂଆ ପଦକ୍ଷେପ ଉପରେ ମତାମତ ଦେଇଥିଲେ।: [578, 547, 1114, 641]
- weather-row: [925, 1922, 1114, 1938]
- super30-body: ପାଟଣା: ଗଣିତଜ୍ଞ ଆନନ୍ଦ କୁମାରଙ୍କ ଦ୍ୱାରା ପ୍ରତିଷ୍ଠିତ ସୁପର ଥାର୍ଟିର ସମସ୍ତ ୩୦ ଜଣ ପ୍ରାର୍ଥୀ ଚଳିତ ବର୍ଷ ଆଇଆଇଟି-ଜେଇଇ ଆଡଭାନ୍ସ ପରୀକ୍ଷାରେ ଉତ୍ତୀର୍ଣ୍ଣ ହୋଇଛନ୍ତି। ୨୦୦୨ ମସିହାରୁ ଆରମ୍ଭ ହୋଇଥିବା ଏହି ଅନୁଷ୍ଠାନ ଗରିବ ଛାତ୍ରଛାତ୍ରୀଙ୍କୁ ମାଗଣା କୋଚିଂ ଦେଇଥାଏ। ଚଳିତ ବର୍ଷ ଯେଉଁ ୩୦ ଜଣ ପ୍ରାର୍ଥୀ ସଫଳ ହୋଇଛନ୍ତି ସେମାନଙ୍କ ମଧ୍ୟରୁ ଅଧିକାଂଶ ଗରିବ ପରିବାରର। କାହାର ବାପା ଚାଷୀ ତ କାହାର ବାପା ଦିନ ମଜୁରିଆ। ଆନନ୍ଦ କୁମାର କହିଛନ୍ତି ଯେ ଏହି ସଫଳତା ଛାତ୍ରଛାତ୍ରୀଙ୍କ କଠିନ ପରିଶ୍ରମର ଫଳ। ସେ ଆହୁରି କହିଛନ୍ତି ଯେ ଆଗାମୀ ଦିନରେ ଅଧିକ ଛାତ୍ରଛାତ୍ରୀଙ୍କୁ ସୁଯୋଗ ଦେବା ପାଇଁ ଯୋଜନା କରାଯାଉଛି। ସୁପର ଥାର୍ଟି ଦେଶ ବିଦେଶରେ ପରିଚିତ ହୋଇଛି ଏବଂ ଏହାର ସଫଳତାକୁ ନେଇ ବିଭିନ୍ନ ଗଣମାଧ୍ୟମରେ ଆଲୋଚନା ହୋଇଛି। ଏହି ଅନୁଷ୍ଠାନ ଉପରେ ଆଧାରିତ ଏକ ଚଳଚ୍ଚିତ୍ର ମଧ୍ୟ ନିର୍ମାଣ ହେଉଛି। ଛାତ୍ରଛାତ୍ରୀଙ୍କୁ ମାଗଣା ରହିବା ଓ ଖାଇବା ବ୍ୟବସ୍ଥା କରାଯାଇଥାଏ। ଏଠାରେ ପଢ଼ିଥିବା ଅନେକ ପୂର୍ବତନ ଛାତ୍ର ଆଜି ବଡ଼ ବଡ଼ କମ୍ପାନୀରେ କାର୍ଯ୍ୟରତ। ସଫଳ ପ୍ରାର୍ଥୀମାନେ ନିଜ ସଫଳତା ପାଇଁ ଗୁରୁଙ୍କୁ ଶ୍ରେୟ ଦେଇଛନ୍ତି ଏବଂ ଭବିଷ୍ୟତରେ ଦେଶ ସେବା କରିବାର ସଂକଳ୍ପ ନେଇଛନ୍ତି। ପରିବାର ଲୋକେ ମଧ୍ୟ ଏହି ସଫଳତାରେ ଖୁସି ବ୍ୟକ୍ତ କରିଛନ୍ତି।: [578, 827, 1114, 1001]
- obituary-dates: (EX (Post Master), Pahal DOB-06.08.1957 DOD-01.06.2017 10.06.2017- Dasaha 11.06.2017-Ekadasa Place-Pahal: [385, 1598, 549, 1667]
- obituary-card: [376, 1826, 554, 2270]
- weather-place: ଭୁବନେଶ୍ୱର: [925, 1714, 990, 1730]
- portrait-photo: [26, 1400, 160, 1550]
- obituary-name: ସ୍ୱର୍ଗତ ଦେବ ଦାଶ: [231, 2013, 331, 2029]
- zodiac-text-block: ସିଂହ: ଏହି ଦିନ ଗ୍ରହ ନକ୍ଷତ୍ରରେ ଆପଣଙ୍କ ମନ ପ୍ରସନ୍ନ ରହିବ। ଧନ ଲାଭର ଯୋଗ ରହିଛି। ଆଜି ଗ୍ରହ ନକ୍ଷତ୍ରର ପ୍ରଭାବରେ ଆପଣଙ୍କ ଜୀବନରେ ନୂଆ ପରିବର୍ତ୍ତନ ଆସିବ। ପରିବାରର ବରିଷ୍ଠ ସଦସ୍ୟଙ୍କ ପରାମର୍ଶ ମାନନ୍ତୁ। କର୍ମକ୍ଷେତ୍ରରେ ସହକର୍ମୀଙ୍କ ସହଯୋଗ ମିଳିବ। ଅର୍ଥ ବିନିଯୋଗ ପୂର୍ବରୁ ଚିନ୍ତା କରନ୍ତୁ। ସ୍ୱାସ୍ଥ୍ୟ ପ୍ରତି ଧ୍ୟାନ ଦେବା ଆବଶ୍ୟକ। ଯାତ୍ରା ଶୁଭ ହେବ ଓ ମନ ପ୍ରସନ୍ନ ରହିବ। ବନ୍ଧୁମାନଙ୍କ ସହ ସମୟ ବିତାଇବେ।: [1180, 829, 1494, 939]
- weather-max: ୩୭.୫: [989, 1810, 1050, 1826]
- vigilance-body: ଧର୍ମଗଡ଼,୧୧।୬(ଡିଏନ୍‌ଏ)- ଏକ ମାମଲାରେ ଘାଟେଶୀଟ ଦାଖଲ ନ କରିବା ପାଇଁ ଲାଞ୍ଚ ନେବା ସମୟରେ ଜଣେ ଏଏସ୍‌ଆଇ ଭିଜିଲାନ୍ସ ଜାଲରେ ପଡ଼ିଛନ୍ତି। ଅଭିଯୋଗ ଆଧାରରେ ଭିଜିଲାନ୍ସ ଅଧିକାରୀ ଫାନ୍ଦ ପକାଇ ଅଭିଯୁକ୍ତ ଏଏସ୍‌ଆଇଙ୍କୁ ଧରିଛନ୍ତି। ଅଭିଯୋଗକାରୀଙ୍କ ଠାରୁ ଟଙ୍କା ନେବା ସମୟରେ ତାଙ୍କୁ ହାତେ ହାତେ ଧରାଯାଇଛି। ଏହା ପରେ ତାଙ୍କ ଘରେ ଚଢ଼ଉ କରାଯାଇଛି। ଥାନା ପରିସରରେ ଏହି ଘଟଣା ଘଟିଥିବାରୁ ଚାଞ୍ଚଲ୍ୟ ଖେଳିଯାଇଛି। ଭିଜିଲାନ୍ସ ପକ୍ଷରୁ ମାମଲା ରୁଜୁ କରାଯାଇ ତଦନ୍ତ ଆରମ୍ଭ ହୋଇଛି। ଅଭିଯୁକ୍ତଙ୍କୁ ଗିରଫ କରାଯାଇ କୋର୍ଟ ଚାଲାଣ କରାଯିବ ବୋଲି ଭିଜିଲାନ୍ସ ସୂତ୍ରରୁ ପ୍ରକାଶ। ଗତ କିଛି ମାସ ମଧ୍ୟରେ ଜିଲାରେ ଏପରି ଅନେକ ଘଟଣା ଘଟିଛି। ସାଧାରଣ ଲୋକ ଲାଞ୍ଚ ମାଗିବା ଘଟଣା ଉପରେ ଅଭିଯୋଗ କରିବାକୁ ଆଗେଇ ଆସୁଛନ୍ତି। ଭିଜିଲାନ୍ସ ଅଧିକାରୀମାନେ ଲୋକଙ୍କୁ ଦୁର୍ନୀତି ବିରୋଧରେ ସଚେତନ ରହିବାକୁ ଅନୁରୋଧ କରିଛନ୍ତି। ଦୁର୍ନୀତି ସମ୍ପର୍କିତ ଅଭିଯୋଗ ପାଇଁ ଟୋଲ୍ ଫ୍ରି ନମ୍ବରରେ ଯୋଗାଯୋଗ କରିହେବ। ଅଭିଯୋଗକାରୀଙ୍କ ପରିଚୟ ଗୋପନ ରଖାଯିବ ବୋଲି ଅଧିକାରୀ ଜଣାଇଛନ୍ତି। ଏହି ଘଟଣାକୁ ନେଇ ପୋଲିସ ବିଭାଗରେ ଆଲୋଡ଼ନ ସୃଷ୍ଟି ହୋଇଛି। ଉଚ୍ଚ ଅଧିକାରୀମାନେ ମଧ୍ୟ ଏ ବିଷୟରେ ରିପୋର୍ଟ ମାଗିଛନ୍ତି। ଭିଜିଲାନ୍ସ ପକ୍ଷରୁ ଅଭିଯୁକ୍ତଙ୍କ ସମ୍ପତ୍ତି ଉପରେ ମଧ୍ୟ ଯାଞ୍ଚ କରାଯାଉଛି।: [578, 1421, 738, 2027]
- weather-place: ଅନୁଗୋଳ: [925, 1810, 990, 1826]
- obituary-dates: ଆବିର୍ଭାବ: ୧୧।୦୫।୧୯୫୪ ତିରୋଧାନ: ୦୩।୦୬।୨୦୧୭: [18, 1598, 172, 1625]
- masthead: [0, 0, 1500, 90]
- cm-photo: [914, 384, 1114, 540]
- automobile-ad-text: 2011 model Volks Wagan new condition sale at Bhubaneswar. Contact: 8895211214.: [4, 580, 169, 643]
- weather-place: ବାରିପଦା: [925, 1826, 990, 1842]
- zodiac-icon: [1140, 510, 1174, 544]
- zodiac-text: ନୂଆ ବନ୍ଧୁତା ହେବ। ଅର୍ଥ ବ୍ୟୟ ହେବାର ଯୋଗ ରହିଛି। ସାବଧାନ ରୁହନ୍ତୁ।: [1180, 1469, 1494, 1499]
- birthday-dob-field: ଜନ୍ମ ତାରିଖ.................................: [12, 210, 180, 223]
- zodiac-name: ତୁଳା:: [1180, 1149, 1204, 1163]
- realestate-ad-text: Sundarpada towards Jatani Road plot available near Indus College. 9114832989.: [4, 834, 170, 897]
- weather-min: ୨୬.୮: [1050, 1714, 1113, 1730]
- portrait-photo: [212, 1856, 346, 2006]
- weather-max: ୩୩.୨: [989, 1778, 1050, 1794]
- obituary-dates: 01.10.1959 - 29.06.2010: [212, 1598, 350, 1611]
- construction-label: construction: [8, 1140, 166, 1166]
- weather-min: ୨୫.୦: [1050, 1954, 1113, 1970]
- weather-title: କେମିତି ରହିବ ଆଜିର ପାଗ: [798, 1598, 1048, 1646]
- zodiac-text: ଆଜି ଓ ଚନ୍ଦ୍ରଙ୍କ ଦ୍ୱାରା ଶୁଭ ଦୃଷ୍ଟି ରହିଛି। ପରିବାରରେ ଆନନ୍ଦ ରହିବ।: [1180, 1629, 1494, 1659]
- birthday-terms: ସର୍ତ୍ତାବଳୀ : ଏହି ସ୍ତମ୍ଭ ନିମନ୍ତେ ଶିଶୁର ଫଟୋ ସହିତ ସମ୍ପୂର୍ଣ୍ଣ ବିବରଣୀ ଧରିତ୍ରୀ କାର୍ଯ୍ୟାଳୟକୁ ପଠାନ୍ତୁ।: [12, 243, 418, 254]
- weather-place: କେନ୍ଦୁଝର: [925, 1858, 990, 1874]
- zodiac-entry: [1140, 668, 1494, 822]
- birthday-box: [4, 104, 534, 288]
- zodiac-text-block: କର୍କଟ: ସ୍ୱାସ୍ଥ୍ୟ ବିଷୟରେ ଧ୍ୟାନ ଦିଅନ୍ତୁ। ପରିବାରରେ ଶାନ୍ତି ରହିବ। ଯାତ୍ରା ଶୁଭ ହେବ। ଆଜି ଗ୍ରହ ନକ୍ଷତ୍ରର ପ୍ରଭାବରେ ଆପଣଙ୍କ ଜୀବନରେ ନୂଆ ପରିବର୍ତ୍ତନ ଆସିବ। ପରିବାରର ବରିଷ୍ଠ ସଦସ୍ୟଙ୍କ ପରାମର୍ଶ ମାନନ୍ତୁ। କର୍ମକ୍ଷେତ୍ରରେ ସହକର୍ମୀଙ୍କ ସହଯୋଗ ମିଳିବ। ଅର୍ଥ ବିନିଯୋଗ ପୂର୍ବରୁ ଚିନ୍ତା କରନ୍ତୁ। ସ୍ୱାସ୍ଥ୍ୟ ପ୍ରତି ଧ୍ୟାନ ଦେବା ଆବଶ୍ୟକ। ଯାତ୍ରା ଶୁଭ ହେବ ଓ ମନ ପ୍ରସନ୍ନ ରହିବ। ବନ୍ଧୁମାନଙ୍କ ସହ ସମୟ ବିତାଇବେ।: [1180, 669, 1494, 779]
- weather-min: ୨୭.୦: [1050, 1698, 1113, 1714]
- weather-place: ଚାନ୍ଦବାଲି: [925, 1698, 990, 1714]
- construction-icon-box: [4, 1020, 170, 1180]
- obituary-card: [190, 1826, 368, 2270]
- weather-row: [925, 1954, 1114, 1970]
- zodiac-text: ସ୍ୱାସ୍ଥ୍ୟ ପ୍ରତି ଯତ୍ନବାନ ହୁଅନ୍ତୁ। ନୂଆ କାର୍ଯ୍ୟ ଆରମ୍ଭ ପାଇଁ ଦିନଟି ଉପଯୁକ୍ତ। ବନ୍ଧୁମାନଙ୍କ ସହଯୋଗ ମିଳିବ।: [1180, 349, 1494, 379]
- weather-place: ତିତିଲାଗଡ଼: [925, 1890, 990, 1906]
- automobile-icon-box: [4, 390, 170, 560]
- super30-text: ପାଟଣା: ଗଣିତଜ୍ଞ ଆନନ୍ଦ କୁମାରଙ୍କ ଦ୍ୱାରା ପ୍ରତିଷ୍ଠିତ ସୁପର ଥାର୍ଟିର ସମସ୍ତ ୩୦ ଜଣ ପ୍ରାର୍ଥୀ ଚଳିତ ବର୍ଷ ଆଇଆଇଟି-ଜେଇଇ ଆଡଭାନ୍ସ ପରୀକ୍ଷାରେ ଉତ୍ତୀର୍ଣ୍ଣ ହୋଇଛନ୍ତି। ୨୦୦୨ ମସିହାରୁ ଆରମ୍ଭ ହୋଇଥିବା ଏହି ଅନୁଷ୍ଠାନ ଗରିବ ଛାତ୍ରଛାତ୍ରୀଙ୍କୁ ମାଗଣା କୋଚିଂ ଦେଇଥାଏ।: [578, 827, 839, 921]
- workshop-photo: [578, 218, 1114, 378]
- house-icon: [6, 666, 168, 776]
- obituary-name: ସ୍ୱର୍ଗତ ଅଶୋକ କୁମାର ସିଂହ: [18, 1557, 172, 1573]
- masthead-date: ସୋମବାର, ୧୨ ଜୁନ: [122, 48, 251, 69]
- weather-max: ୩୬.୦: [989, 1730, 1050, 1746]
- child-name: ଅନୁଶ୍ରି ଉପାଧ୍ୟାୟ: [243, 207, 321, 218]
- registration-dot: [700, 2306, 718, 2324]
- weather-min: ୨୭.୦: [1050, 1874, 1113, 1890]
- weather-min: ୨୬.୫: [1050, 1730, 1113, 1746]
- zodiac-text: ସ୍ୱାସ୍ଥ୍ୟ ବିଷୟରେ ଧ୍ୟାନ ଦିଅନ୍ତୁ। ପରିବାରରେ ଶାନ୍ତି ରହିବ। ଯାତ୍ରା ଶୁଭ ହେବ।: [1180, 669, 1494, 699]
- col-max: ସର୍ବାଧିକ ତାପମାତ୍ରା: [989, 1661, 1050, 1682]
- weather-row: [925, 1874, 1114, 1890]
- weather-min: ୨୭.୦: [1050, 1970, 1113, 1986]
- registration-dot: [1230, 2306, 1248, 2324]
- weather-max: ୩୬.୦: [989, 1874, 1050, 1890]
- ugaumali-credit: ସୌଜନ୍ୟ: ଓଡ଼ିଆ ଭାଗବତାଳି ଓ ଲୋକଗାଥା: [252, 1236, 434, 1249]
- zodiac-entry: [1140, 1468, 1494, 1622]
- collectors-text: ମୋବାଇଲ୍‌ ଭିତ୍ତିକ ସୂଚନା ପ୍ରଯୁକ୍ତି ଓ ଟ୍ରାନ୍ସଫର୍ମେସନ ଉପରେ ଗୁରୁତ୍ୱ ଦିଆଯାଇଛି। 'ortpsa.in/3torient' ପ୍ରସ୍ତୁତ କରାଯାଇଛି। ସାଧାରଣ ଲୋକଙ୍କ ଅଭିଯୋଗର ଶୀଘ୍ର ସମାଧାନ ପାଇଁ ଜିଲାପାଳମାନଙ୍କୁ ନିର୍ଦ୍ଦେଶ ଦିଆଯାଇଛି।: [578, 415, 908, 477]
- portrait-photo: [398, 1856, 532, 2006]
- edition-name: ଢେଙ୍କାନାଳ-ଅନୁଗୋଳ: [122, 12, 277, 33]
- ad-code: D-93509: [502, 1796, 546, 1807]
- obituary-tribute: ତୁମ ଅମର ଆତ୍ମାର ସଦ୍‌ଗତି କାମନା କରୁଛୁ। ତୁମ ସ୍ନେହ, ଆଦର୍ଶ ଓ ଆଶୀର୍ବାଦ ଆମ ପାଇଁ ସର୍ବଦା ପ୍ରେରଣା ହୋଇ ରହିବ। ଶୋକସନ୍ତପ୍ତ ପରିବାର: ପତ୍ନୀ, ପୁଅ, ବୋହୂ, ଝିଅ, ଜ୍ୱାଇଁ, ନାତି, ନାତୁଣୀ ଓ ଆତ୍ମୀୟସ୍ୱଜନ।: [384, 2098, 550, 2181]
- workshop-caption: ରବିବାର ସଚିବାଳୟରେ ଆୟୋଜିତ ଜିଲାପାଳଙ୍କ ୩ଦିନିଆ କର୍ମଶାଳାରେ ମୁଖ୍ୟମନ୍ତ୍ରୀ ନବୀନ ପଟ୍ଟନାୟକ ଉଦ୍‌ବୋଧନ ଦେଉଛନ୍ତି।: [578, 384, 869, 411]
- ugaumali-body: ଅନ୍ୟ ସମୟରେ ଏକେ ବିଷ ହେଉଛି ଆଉଛି ବୋଲି ମଣିଷ ଜାଣିଲେ ମଧ୍ୟ ସେ ଦୁର୍ଗତିରୁ ରକ୍ଷା ପାଇଁ ନାହିଁ। ଏହି ଢଗଟି ଗାଁ ଗହଳିରେ ବହୁ ପ୍ରଚଳିତ। ଲୋକେ କଥା କହିବା ବେଳେ ଏହାକୁ ଉଦାହରଣ ଭାବେ ବ୍ୟବହାର କରନ୍ତି।: [202, 1121, 532, 1167]
- weather-place: ଝାରସୁଗୁଡ଼ା: [925, 1842, 990, 1858]
- zodiac-icon: [1140, 1470, 1174, 1504]
- zodiac-entry: [1140, 828, 1494, 982]
- weather-max: ୩୦.୦: [989, 1922, 1050, 1938]
- zodiac-icon: [1140, 1790, 1174, 1824]
- couple-photo: [206, 412, 352, 508]
- registration-dot: [744, 2306, 762, 2324]
- weather-min: ୨୭.୦: [1050, 1986, 1113, 2002]
- zodiac-name: ସିଂହ:: [1180, 829, 1203, 843]
- weather-place: ପୁରୀ: [925, 1762, 990, 1778]
- weather-place: ଫୁଲବାଣୀ: [925, 1954, 990, 1970]
- birthday-name-field: ନାମ......................................: [12, 170, 162, 183]
- obituary-heading: ଏକାଦଶାହ ଉପଲକ୍ଷେ: [36, 1832, 150, 1848]
- zodiac-name: ମୀନ:: [1180, 1949, 1205, 1963]
- zodiac-text-block: ମେଷ: ଆଜି ବହୁ ଧନ ପ୍ରାପ୍ତିର ଶୁଭ ନକ୍ଷତ୍ରରେ ଲାଭ ହେବ। ପରିବାରର ସଦସ୍ୟମାନଙ୍କ ସହ ଭଲ ସମୟ ବିତାଇବେ। ବ୍ୟବସାୟରେ ଉନ୍ନତି ହେବ। ଆଜି ଗ୍ରହ ନକ୍ଷତ୍ରର ପ୍ରଭାବରେ ଆପଣଙ୍କ ଜୀବନରେ ନୂଆ ପରିବର୍ତ୍ତନ ଆସିବ। ପରିବାରର ବରିଷ୍ଠ ସଦସ୍ୟଙ୍କ ପରାମର୍ଶ ମାନନ୍ତୁ। କର୍ମକ୍ଷେତ୍ରରେ ସହକର୍ମୀଙ୍କ ସହଯୋଗ ମିଳିବ। ଅର୍ଥ ବିନିଯୋଗ ପୂର୍ବରୁ ଚିନ୍ତା କରନ୍ତୁ। ସ୍ୱାସ୍ଥ୍ୟ ପ୍ରତି ଧ୍ୟାନ ଦେବା ଆବଶ୍ୟକ। ଯାତ୍ରା ଶୁଭ ହେବ ଓ ମନ ପ୍ରସନ୍ନ ରହିବ। ବନ୍ଧୁମାନଙ୍କ ସହ ସମୟ ବିତାଇବେ।: [1180, 189, 1494, 315]
- ad-code: D-57403: [316, 1796, 360, 1807]
- ad-code: D-57397: [120, 901, 164, 912]
- paper-logo: ଧରିତ୍ରୀ: [8, 6, 102, 41]
- registration-dot: [1252, 2306, 1270, 2324]
- weather-min: ୨୭.୦: [1050, 1906, 1113, 1922]
- zodiac-entry: [1140, 1788, 1494, 1942]
- obituary-card: [4, 1826, 182, 2270]
- zodiac-entry: [1140, 508, 1494, 662]
- weather-intro: ରାଜ୍ୟ-ଆଗାମୀ ୨୪ ଘଣ୍ଟା ମଧ୍ୟରେ ଓଡ଼ିଶାର ଅଧିକାଂଶ ସ୍ଥାନରେ ବର୍ଷା ହେବାର ସମ୍ଭାବନା।: [758, 1661, 918, 1707]
- weather-source: ଚିତ୍ର: ଇଣ୍ଟରନେଟ୍‌: [1040, 2293, 1118, 2304]
- zodiac-name: ମିଥୁନ:: [1180, 509, 1212, 523]
- weather-row: [925, 1778, 1114, 1794]
- obituary-heading: ଦଶାହ ଉପଲକ୍ଷେ: [48, 1376, 138, 1392]
- realestate-ad-text-2: Bhubaneswar Xavier University and Birla International School 50,000/- immediate registry 9776871918.: [4, 914, 134, 988]
- ad-code: D-57382: [120, 641, 164, 652]
- dd-news-body: ନୂଆଦିଲ୍ଲୀ,୧୧।୬(ପିଟିଆଇ)- ଏଥିଲାଗି ଡିଡି ଇଣ୍ଡିଆ ଓ ଡିଡି ନ୍ୟୁଜ୍‌ର ରୂପରେଖ ବଦଳିବାକୁ ଯାଉଛି। ଏ ନେଇ ପ୍ରସାରଭାରତୀ ପକ୍ଷରୁ ଯୋଜନା ପ୍ରସ୍ତୁତ କରାଯାଇଛି ବୋଲି ସୂଚନା ମିଳିଛି। ସରକାରୀ ପ୍ରସାରଣ ସଂସ୍ଥା ଦୂରଦର୍ଶନର ଦୁଇଟି ଚ୍ୟାନେଲକୁ ନୂଆ ରୂପ ଦିଆଯିବ। ଏହାର ଉଦ୍ଦେଶ୍ୟ ହେଉଛି ଅଧିକ ଦର୍ଶକଙ୍କୁ ଆକର୍ଷିତ କରିବା। ନୂଆ କାର୍ଯ୍ୟକ୍ରମ ସହିତ ଅଧିକ ସମ୍ବାଦ ପରିବେଷଣ କରାଯିବ। ଏଥିପାଇଁ ଏକ କମିଟି ଗଠନ କରାଯାଇଛି। କମିଟି ଆଗାମୀ ମାସ ସୁଦ୍ଧା ରିପୋର୍ଟ ଦେବ। ଡିଡି ନ୍ୟୁଜ୍ ଚ୍ୟାନେଲରେ ନୂଆ ଷ୍ଟୁଡିଓ ତିଆରି ହେବ ବୋଲି ସୂତ୍ରରୁ ପ୍ରକାଶ। ଦର୍ଶକଙ୍କ ମତାମତ ଆଧାରରେ କାର୍ଯ୍ୟକ୍ରମ ସଜାଯିବ ଏବଂ ଆଞ୍ଚଳିକ ଭାଷାରେ ଅଧିକ ସମ୍ବାଦ ପ୍ରସାରଣ କରାଯିବ।: [372, 357, 542, 675]
- obituary-heading: ଏକାଦଶାହ ଉପଲକ୍ଷେ: [408, 1832, 522, 1848]
- weather-min: ୨୭.୦: [1050, 1842, 1113, 1858]
- ad-code: D-57368: [130, 1796, 174, 1807]
- registration-bar: [1400, 2306, 1414, 2324]
- registration-dot: [722, 2306, 740, 2324]
- zodiac-entry: [1140, 1628, 1494, 1782]
- realestate-sale-label: SALE: [60, 816, 100, 832]
- zodiac-icon: [1140, 1310, 1174, 1344]
- birthday-heading: ଜନ୍ମଦିନର ଶୁଭେଚ୍ଛା: [12, 124, 222, 164]
- obituary-card: [4, 1370, 182, 1814]
- ad-code: D-57380: [314, 658, 358, 669]
- weather-place: ବଲାଙ୍ଗୀର: [925, 1970, 990, 1986]
